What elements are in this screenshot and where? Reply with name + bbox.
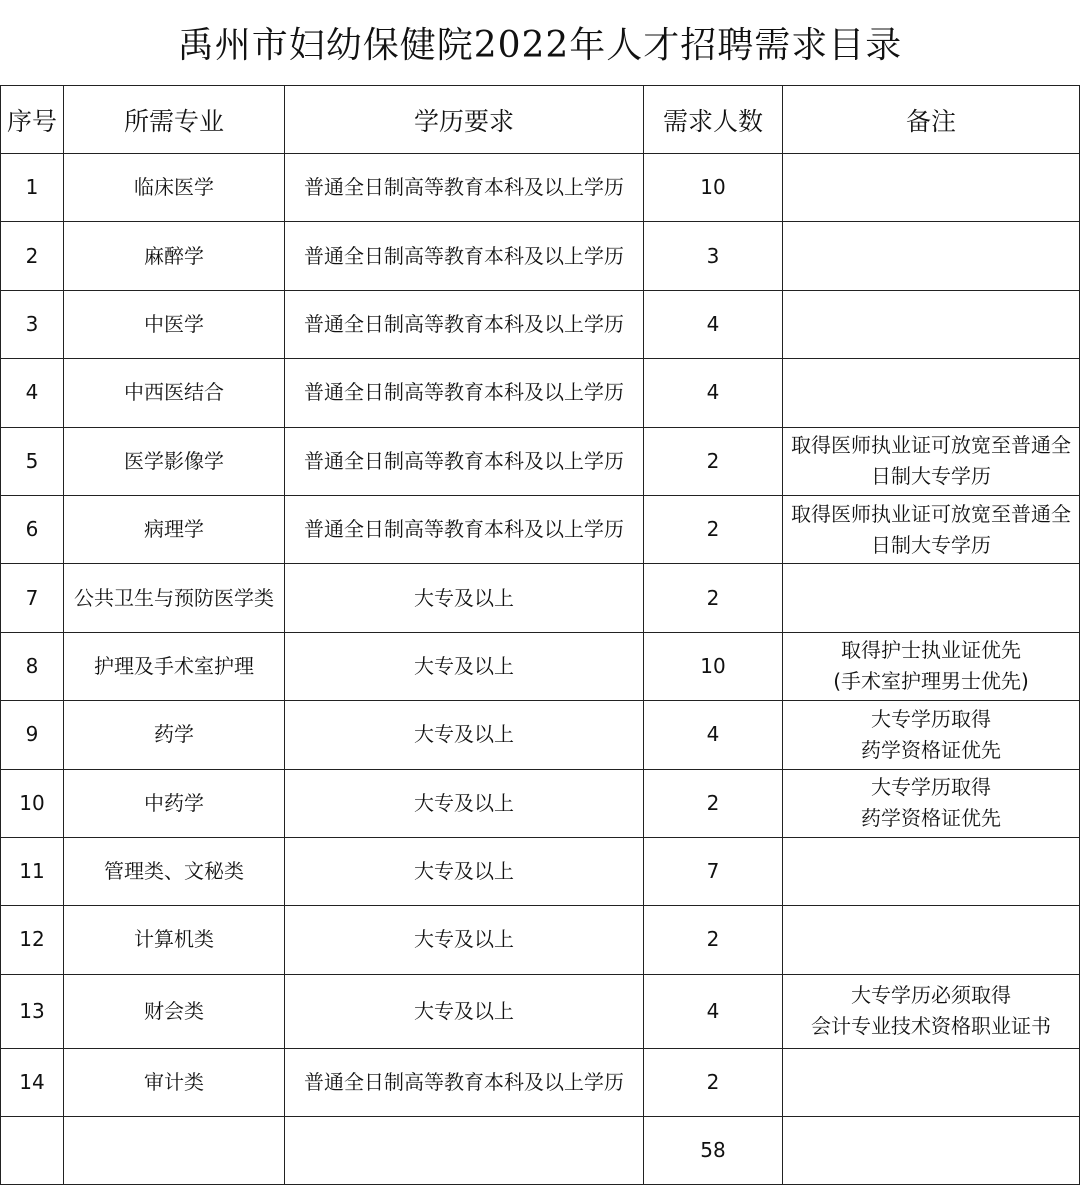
cell-number: 10 <box>1 769 64 837</box>
cell-remarks: 大专学历取得 药学资格证优先 <box>783 769 1080 837</box>
cell-number: 9 <box>1 701 64 769</box>
cell-education: 普通全日制高等教育本科及以上学历 <box>285 154 644 222</box>
cell-education: 大专及以上 <box>285 632 644 700</box>
table-row <box>1 495 1080 563</box>
cell-number: 5 <box>1 427 64 495</box>
cell-education: 普通全日制高等教育本科及以上学历 <box>285 1048 644 1116</box>
recruitment-table <box>0 85 1080 1185</box>
cell-number: 11 <box>1 837 64 905</box>
cell-count: 3 <box>644 222 783 290</box>
header-major: 所需专业 <box>64 86 285 154</box>
cell-number: 8 <box>1 632 64 700</box>
cell-remarks: 取得医师执业证可放宽至普通全 日制大专学历 <box>783 427 1080 495</box>
table-row <box>1 906 1080 974</box>
cell-number: 2 <box>1 222 64 290</box>
cell-major: 公共卫生与预防医学类 <box>64 564 285 632</box>
cell-number: 12 <box>1 906 64 974</box>
table-row <box>1 701 1080 769</box>
cell-major: 麻醉学 <box>64 222 285 290</box>
cell-remarks <box>783 837 1080 905</box>
table-row <box>1 290 1080 358</box>
cell-number: 6 <box>1 495 64 563</box>
table-row <box>1 222 1080 290</box>
cell-number: 4 <box>1 359 64 427</box>
cell-education: 普通全日制高等教育本科及以上学历 <box>285 222 644 290</box>
table-row <box>1 427 1080 495</box>
cell-remarks <box>783 1048 1080 1116</box>
header-row <box>1 86 1080 154</box>
cell-major: 护理及手术室护理 <box>64 632 285 700</box>
header-remarks: 备注 <box>783 86 1080 154</box>
cell-education: 普通全日制高等教育本科及以上学历 <box>285 495 644 563</box>
cell-remarks <box>783 359 1080 427</box>
cell-number: 1 <box>1 154 64 222</box>
page-title: 禹州市妇幼保健院2022年人才招聘需求目录 <box>0 0 1080 86</box>
table-row <box>1 359 1080 427</box>
cell-number: 7 <box>1 564 64 632</box>
cell-count: 4 <box>644 701 783 769</box>
cell-major: 审计类 <box>64 1048 285 1116</box>
cell-remarks <box>783 154 1080 222</box>
total-education <box>285 1117 644 1185</box>
header-count: 需求人数 <box>644 86 783 154</box>
cell-remarks: 取得医师执业证可放宽至普通全 日制大专学历 <box>783 495 1080 563</box>
cell-major: 中药学 <box>64 769 285 837</box>
cell-major: 中医学 <box>64 290 285 358</box>
cell-major: 病理学 <box>64 495 285 563</box>
header-education: 学历要求 <box>285 86 644 154</box>
total-row <box>1 1117 1080 1185</box>
cell-major: 临床医学 <box>64 154 285 222</box>
table-row <box>1 769 1080 837</box>
cell-remarks: 取得护士执业证优先 (手术室护理男士优先) <box>783 632 1080 700</box>
cell-education: 普通全日制高等教育本科及以上学历 <box>285 427 644 495</box>
cell-count: 4 <box>644 974 783 1048</box>
cell-education: 大专及以上 <box>285 837 644 905</box>
cell-number: 13 <box>1 974 64 1048</box>
cell-education: 普通全日制高等教育本科及以上学历 <box>285 290 644 358</box>
total-count: 58 <box>644 1117 783 1185</box>
total-remarks <box>783 1117 1080 1185</box>
cell-education: 大专及以上 <box>285 906 644 974</box>
cell-remarks <box>783 564 1080 632</box>
cell-count: 10 <box>644 632 783 700</box>
cell-education: 大专及以上 <box>285 701 644 769</box>
header-number: 序号 <box>1 86 64 154</box>
cell-remarks <box>783 222 1080 290</box>
table-row <box>1 837 1080 905</box>
cell-remarks: 大专学历取得 药学资格证优先 <box>783 701 1080 769</box>
cell-count: 2 <box>644 495 783 563</box>
cell-major: 中西医结合 <box>64 359 285 427</box>
cell-count: 4 <box>644 290 783 358</box>
cell-count: 2 <box>644 427 783 495</box>
cell-count: 2 <box>644 769 783 837</box>
cell-count: 10 <box>644 154 783 222</box>
table-row <box>1 154 1080 222</box>
cell-count: 2 <box>644 1048 783 1116</box>
table-row <box>1 564 1080 632</box>
cell-count: 2 <box>644 564 783 632</box>
table-row <box>1 1048 1080 1116</box>
cell-count: 7 <box>644 837 783 905</box>
cell-number: 14 <box>1 1048 64 1116</box>
table-row <box>1 974 1080 1048</box>
cell-count: 2 <box>644 906 783 974</box>
cell-major: 药学 <box>64 701 285 769</box>
cell-remarks <box>783 290 1080 358</box>
cell-education: 大专及以上 <box>285 974 644 1048</box>
cell-remarks <box>783 906 1080 974</box>
cell-major: 财会类 <box>64 974 285 1048</box>
cell-major: 管理类、文秘类 <box>64 837 285 905</box>
cell-education: 大专及以上 <box>285 769 644 837</box>
table-row <box>1 632 1080 700</box>
cell-number: 3 <box>1 290 64 358</box>
cell-remarks: 大专学历必须取得 会计专业技术资格职业证书 <box>783 974 1080 1048</box>
total-major <box>64 1117 285 1185</box>
cell-count: 4 <box>644 359 783 427</box>
total-number <box>1 1117 64 1185</box>
cell-major: 医学影像学 <box>64 427 285 495</box>
cell-education: 大专及以上 <box>285 564 644 632</box>
cell-major: 计算机类 <box>64 906 285 974</box>
cell-education: 普通全日制高等教育本科及以上学历 <box>285 359 644 427</box>
